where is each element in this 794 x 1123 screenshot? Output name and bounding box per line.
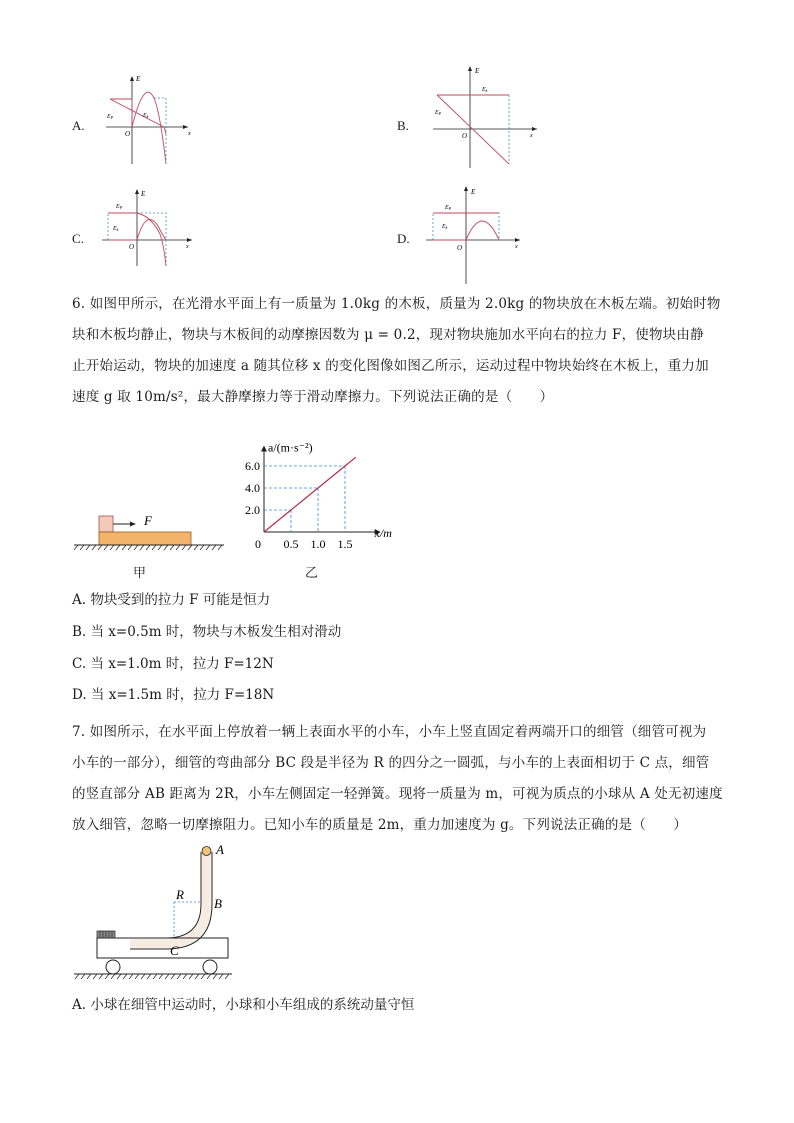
o-label: O — [125, 130, 131, 138]
q6-choice-b[interactable]: B. 当 x=0.5m 时，物块与木板发生相对滑动 — [72, 624, 342, 640]
o-label: O — [462, 132, 468, 140]
chart-x-tick-labels — [284, 537, 353, 551]
ek-label: Ek — [442, 224, 448, 230]
fig-yi-caption: 乙 — [305, 566, 319, 581]
x-label: x — [515, 244, 518, 250]
chart-y-tick-label: 6.0 — [245, 459, 260, 473]
chart-x-axis-label: x/m — [374, 526, 392, 540]
ek-label: Ek — [113, 226, 119, 232]
e-label: E — [141, 190, 146, 198]
chart-y-axis-label: a/(m·s⁻²) — [268, 440, 313, 455]
ground-hatch — [74, 545, 222, 550]
q7-line-4: 放入细管，忽略一切摩擦阻力。已知小车的质量是 2m，重力加速度为 g。下列说法正确的是（ ） — [72, 817, 688, 833]
q6-line-1: 6. 如图甲所示，在光滑水平面上有一质量为 1.0kg 的木板，质量为 2.0kg 的物块放在木板左端。初始时物 — [72, 296, 721, 312]
chart-y-tick-labels — [245, 459, 260, 517]
ek-label: Ek — [143, 113, 149, 119]
force-label: F — [144, 513, 152, 528]
radius-label: R — [176, 887, 184, 902]
q7-line-2: 小车的一部分），细管的弯曲部分 BC 段是半径为 R 的四分之一圆弧，与小车的上表面相切于 C 点，细管 — [72, 755, 710, 771]
q7-line-1: 7. 如图所示，在水平面上停放着一辆上表面水平的小车，小车上竖直固定着两端开口的细管（细管可视为 — [72, 724, 707, 740]
chart-x-tick-label: 1.5 — [337, 537, 353, 551]
question-6-stem — [72, 289, 724, 413]
option-b-label: B. — [397, 118, 409, 133]
ep-label: EP — [116, 204, 123, 210]
q6-line-3: 止开始运动，物块的加速度 a 随其位移 x 的变化图像如图乙所示，运动过程中物块始终在木板上，重力加 — [72, 358, 709, 374]
option-a-graph — [96, 72, 196, 167]
option-b-graph — [425, 62, 543, 172]
option-c-graph — [96, 186, 198, 268]
point-c-label: C — [170, 943, 179, 958]
board — [99, 532, 191, 545]
chart-origin-label: 0 — [255, 537, 261, 551]
e-label: E — [471, 188, 476, 196]
q7-figure-cart — [70, 842, 240, 987]
option-d-graph — [420, 182, 526, 286]
tube-outer-wall — [130, 852, 201, 938]
chart-y-arrow — [261, 446, 267, 452]
ep-line — [437, 95, 509, 164]
ek-curve — [132, 92, 166, 164]
question-7-stem — [72, 717, 724, 841]
chart-series-line — [264, 457, 356, 532]
ball — [202, 847, 211, 856]
ground-hatch — [75, 974, 229, 979]
o-label: O — [129, 243, 135, 251]
block — [99, 516, 113, 532]
q7-choice-a[interactable]: A. 小球在细管中运动时，小球和小车组成的系统动量守恒 — [72, 997, 415, 1013]
ep-slope — [110, 99, 166, 134]
q6-choice-c[interactable]: C. 当 x=1.0m 时，拉力 F=12N — [72, 656, 274, 672]
chart-x-tick-label: 0.5 — [283, 537, 299, 551]
q6-choice-d[interactable]: D. 当 x=1.5m 时，拉力 F=18N — [72, 687, 275, 703]
q7-line-3: 的竖直部分 AB 距离为 2R，小车左侧固定一轻弹簧。现将一质量为 m，可视为质点的小球从 A 处无初速度 — [72, 786, 723, 802]
q6-choice-a[interactable]: A. 物块受到的拉力 F 可能是恒力 — [72, 592, 271, 608]
option-a-label: A. — [72, 118, 85, 133]
wheel-left — [106, 960, 120, 974]
ep-label: EP — [435, 110, 442, 116]
o-label: O — [457, 244, 463, 252]
point-a-label: A — [216, 842, 224, 857]
ep-label: EP — [107, 114, 114, 120]
option-c-label: C. — [72, 231, 84, 246]
e-label: E — [475, 67, 480, 75]
chart-x-tick-label: 1.0 — [310, 537, 326, 551]
x-label: x — [530, 133, 533, 139]
fig-jia-caption: 甲 — [133, 566, 147, 581]
chart-y-tick-label: 4.0 — [245, 481, 260, 495]
q6-figure-jia — [70, 505, 230, 565]
ek-label: Ek — [482, 87, 488, 93]
x-label: x — [186, 244, 189, 250]
q6-line-4: 速度 g 取 10m/s²，最大静摩擦力等于滑动摩擦力。下列说法正确的是（ ） — [72, 389, 554, 405]
q6-line-2: 块和木板均静止，物块与木板间的动摩擦因数为 μ = 0.2，现对物块施加水平向右的拉力 F，使物块由静 — [72, 327, 704, 343]
ep-line — [110, 99, 132, 127]
q6-figure-yi-chart — [232, 432, 432, 557]
tube-fill — [130, 852, 207, 944]
e-label: E — [136, 75, 141, 83]
x-label: x — [188, 131, 191, 137]
option-d-label: D. — [397, 231, 410, 246]
chart-y-tick-label: 2.0 — [245, 503, 260, 517]
point-b-label: B — [214, 896, 222, 911]
ep-label: EP — [445, 205, 452, 211]
wheel-right — [203, 960, 217, 974]
force-arrowhead — [130, 522, 136, 527]
